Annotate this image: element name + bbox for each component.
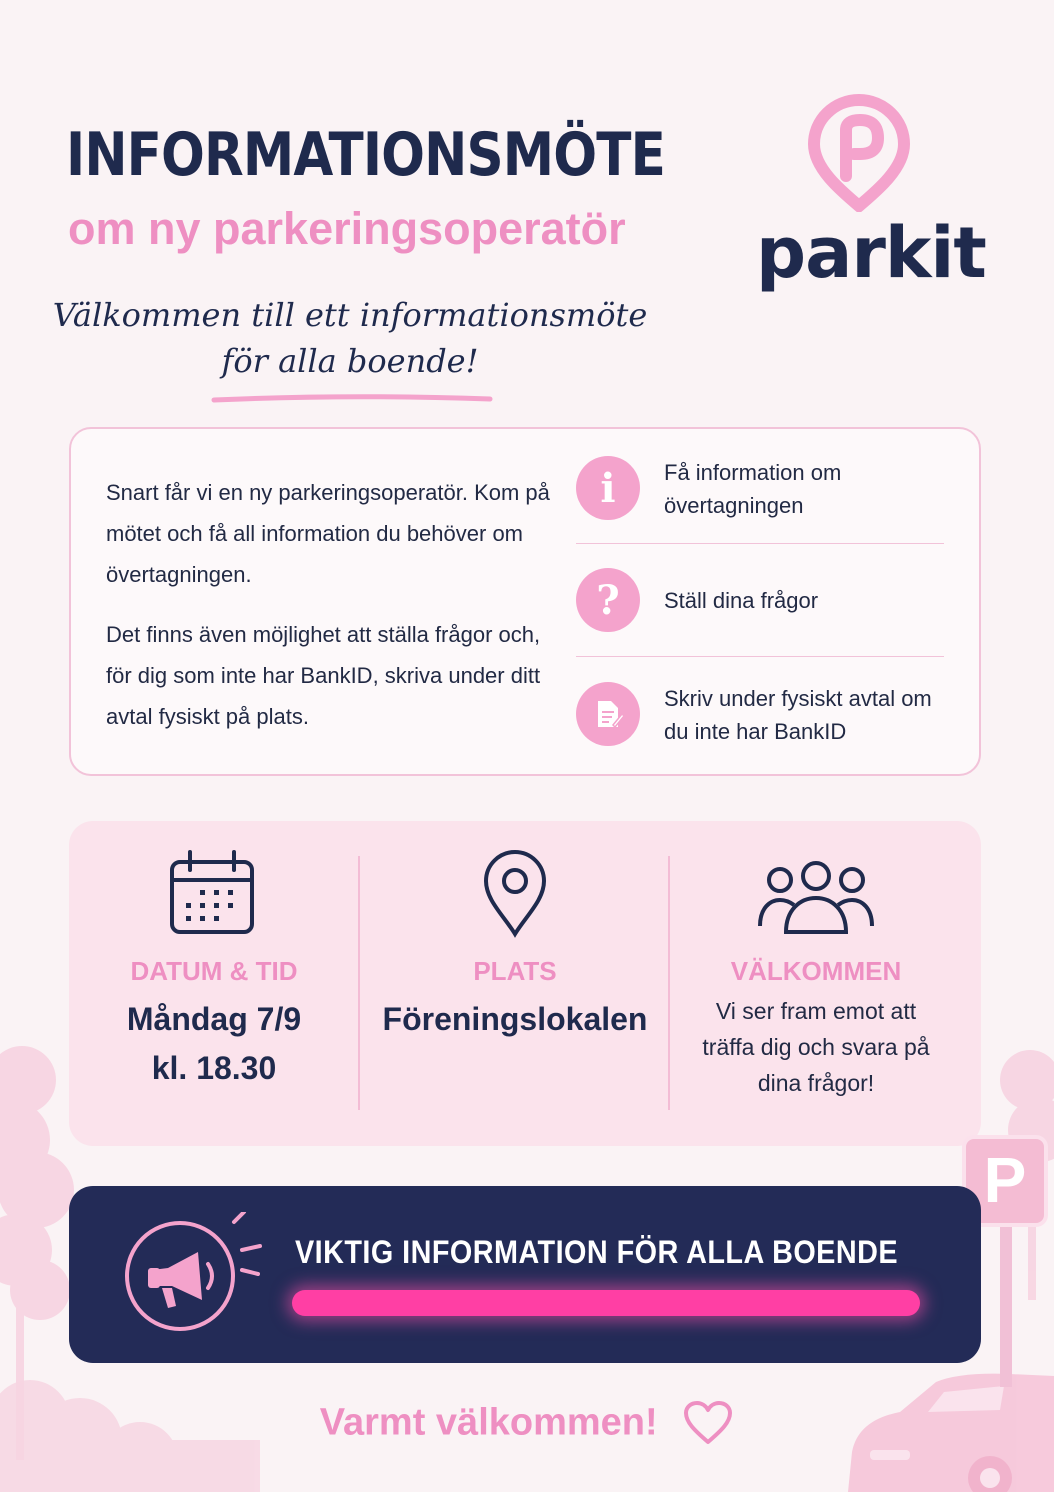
- divider: [576, 543, 944, 544]
- megaphone-icon: [122, 1212, 266, 1336]
- date-label: DATUM & TID: [130, 956, 298, 986]
- intro-paragraph-1: Snart får vi en ny parkeringsoperatör. Kom på mötet och få all information du behöver om övertagningen.: [106, 480, 550, 587]
- time-value: kl. 18.30: [151, 1050, 277, 1086]
- banner-title: VIKTIG INFORMATION FÖR ALLA BOENDE: [295, 1234, 898, 1270]
- heart-icon: [682, 1400, 734, 1446]
- question-icon: ?: [576, 568, 640, 632]
- calendar-icon: [168, 850, 256, 936]
- date-value: Måndag 7/9: [126, 1001, 302, 1037]
- info-icon: i: [576, 456, 640, 520]
- redaction-bar: [292, 1290, 920, 1316]
- location-pin-p-icon: [806, 94, 912, 212]
- welcome-label: VÄLKOMMEN: [730, 956, 902, 986]
- page-subtitle: om ny parkeringsoperatör: [68, 203, 626, 254]
- feature-text: Ställ dina frågor: [664, 588, 819, 613]
- feature-text: Skriv under fysiskt avtal om du inte har BankID: [664, 686, 932, 744]
- people-icon: [756, 860, 876, 936]
- feature-sign: [576, 680, 944, 790]
- place-value: Föreningslokalen: [382, 1001, 648, 1037]
- feature-text: Få information om övertagningen: [664, 460, 842, 518]
- map-pin-icon: [482, 848, 548, 938]
- feature-info: [576, 454, 944, 564]
- parking-sign: P: [962, 1135, 1048, 1227]
- welcome-column: [670, 956, 962, 1101]
- divider: [576, 656, 944, 657]
- welcome-line-2: för alla boende!: [221, 342, 479, 380]
- brush-underline: [210, 394, 494, 404]
- closing-message: [0, 1400, 1054, 1446]
- intro-paragraph-2: Det finns även möjlighet att ställa frågor och, för dig som inte har BankID, skriva under ditt avtal fysiskt på plats.: [106, 622, 541, 729]
- place-column: [360, 956, 670, 1044]
- feature-questions: [576, 568, 944, 678]
- welcome-text: Vi ser fram emot att träffa dig och svara på dina frågor!: [702, 998, 930, 1096]
- logo-wordmark: parkit: [756, 212, 986, 294]
- closing-text: Varmt välkommen!: [319, 1401, 658, 1444]
- welcome-line-1: Välkommen till ett informationsmöte: [52, 296, 648, 334]
- date-column: [69, 956, 359, 1093]
- sign-pole: [1000, 1227, 1012, 1387]
- page-title: INFORMATIONSMÖTE: [66, 120, 666, 190]
- document-sign-icon: [576, 682, 640, 746]
- place-label: PLATS: [473, 956, 557, 986]
